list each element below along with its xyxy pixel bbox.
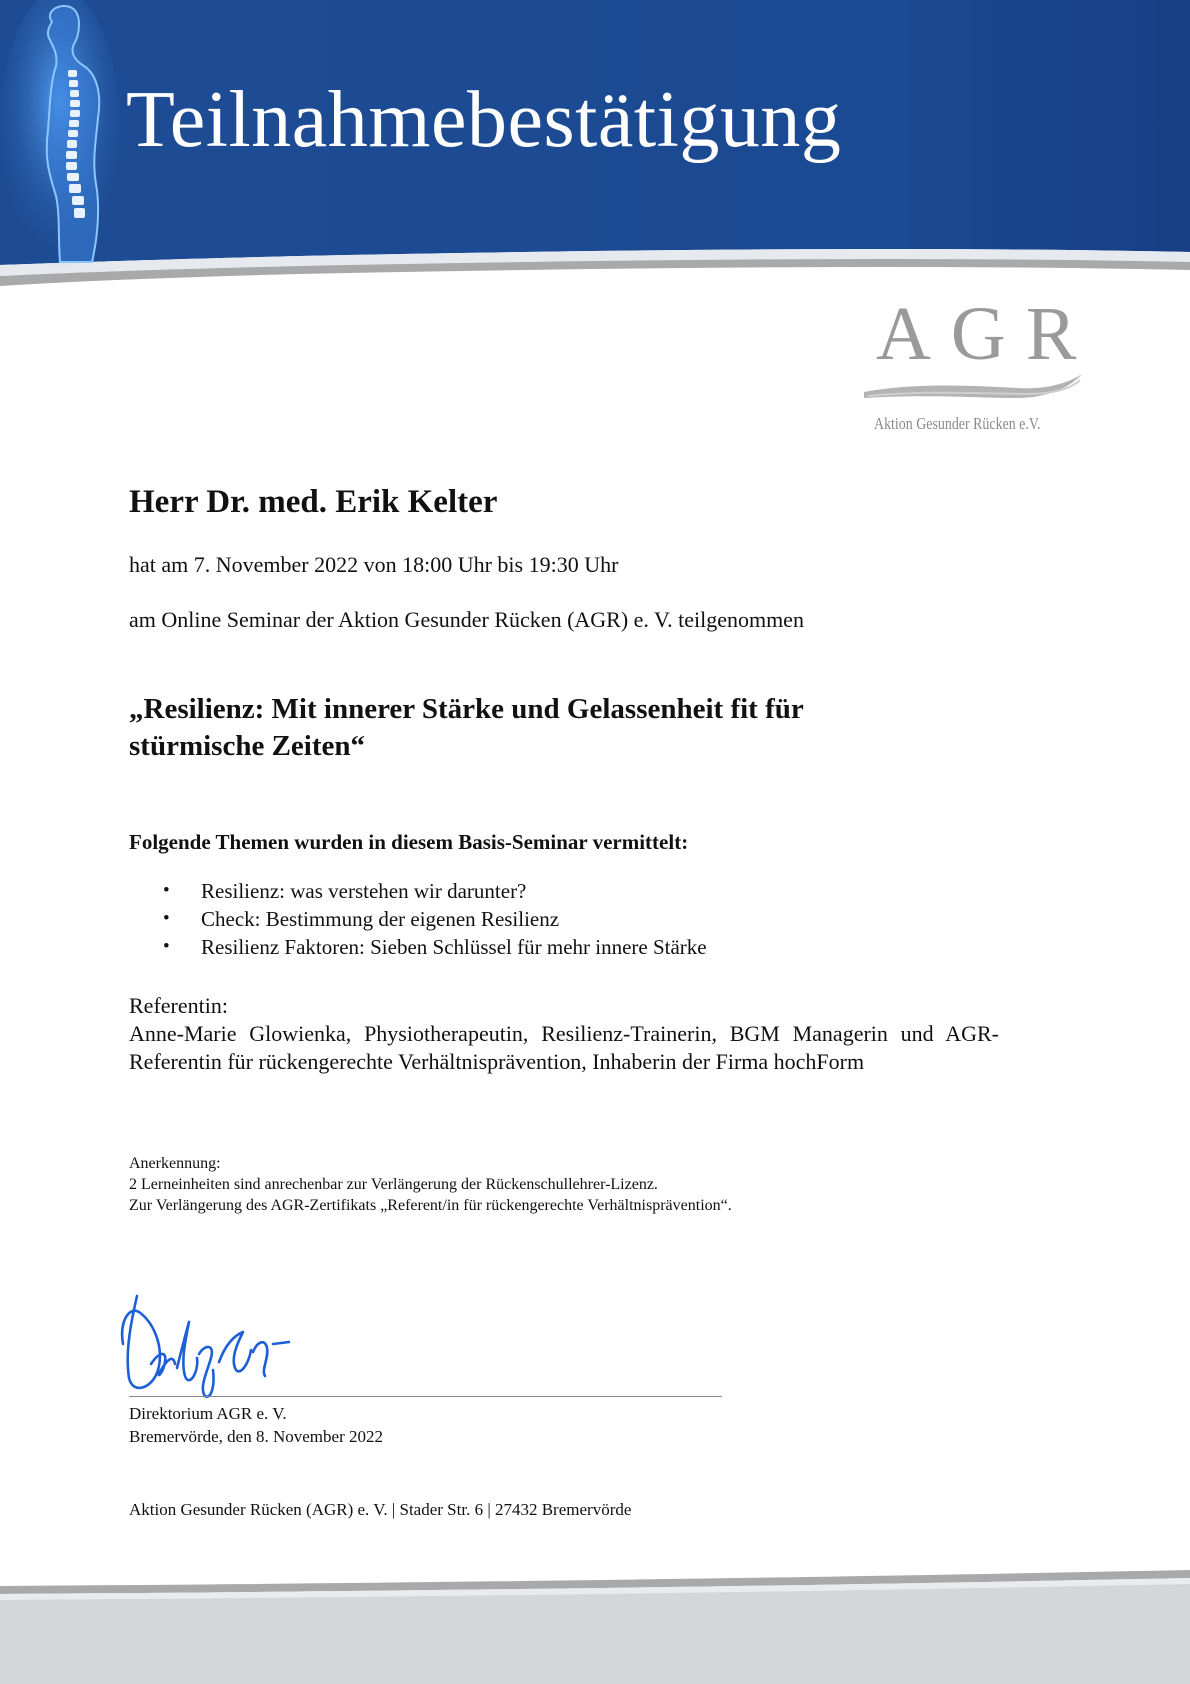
logo-letters: AGR [876, 292, 1097, 376]
handwritten-signature [115, 1292, 305, 1402]
page-title: Teilnahmebestätigung [126, 76, 842, 164]
signer-block [129, 1402, 383, 1448]
header-banner [0, 0, 1190, 290]
footer-swoosh [0, 1560, 1190, 1684]
topics-heading: Folgende Themen wurden in diesem Basis-Seminar vermittelt: [129, 830, 689, 854]
footer-band [0, 1560, 1190, 1684]
spine-figure-icon [0, 0, 130, 270]
topics-list [129, 877, 707, 961]
date-line: hat am 7. November 2022 von 18:00 Uhr bis 19:30 Uhr [129, 552, 619, 577]
list-item: • Resilienz: was verstehen wir darunter? [129, 877, 707, 905]
footer-address: Aktion Gesunder Rücken (AGR) e. V. | Stader Str. 6 | 27432 Bremervörde [129, 1500, 632, 1519]
logo-subtitle: Aktion Gesunder Rücken e.V. [874, 414, 1041, 433]
logo-swoosh [858, 368, 1088, 408]
recognition-block [129, 1153, 1029, 1216]
recognition-line: Zur Verlängerung des AGR-Zertifikats „Referent/in für rückengerechte Verhältnisprävention“. [129, 1197, 732, 1214]
referent-label: Referentin: [129, 993, 228, 1018]
signature-line [129, 1396, 722, 1397]
signer-name: Direktorium AGR e. V. [129, 1404, 287, 1423]
referent-text: Anne-Marie Glowienka, Physiotherapeutin, Resilienz-Trainerin, BGM Managerin und AGR-Referentin für rückengerechte Verhältnisprävention, Inhaberin der Firma hochForm [129, 1021, 999, 1074]
agr-logo [858, 292, 1097, 436]
seminar-title: „Resilienz: Mit innerer Stärke und Gelassenheit fit für stürmische Zeiten“ [129, 693, 804, 763]
recognition-line: 2 Lerneinheiten sind anrechenbar zur Verlängerung der Rückenschullehrer-Lizenz. [129, 1176, 658, 1193]
recognition-label: Anerkennung: [129, 1155, 221, 1172]
list-item: • Resilienz Faktoren: Sieben Schlüssel für mehr innere Stärke [129, 933, 707, 961]
list-item: • Check: Bestimmung der eigenen Resilienz [129, 905, 707, 933]
place-date: Bremervörde, den 8. November 2022 [129, 1427, 383, 1446]
recipient-name: Herr Dr. med. Erik Kelter [129, 484, 498, 520]
event-line: am Online Seminar der Aktion Gesunder Rücken (AGR) e. V. teilgenommen [129, 607, 804, 632]
referent-block [129, 992, 999, 1076]
